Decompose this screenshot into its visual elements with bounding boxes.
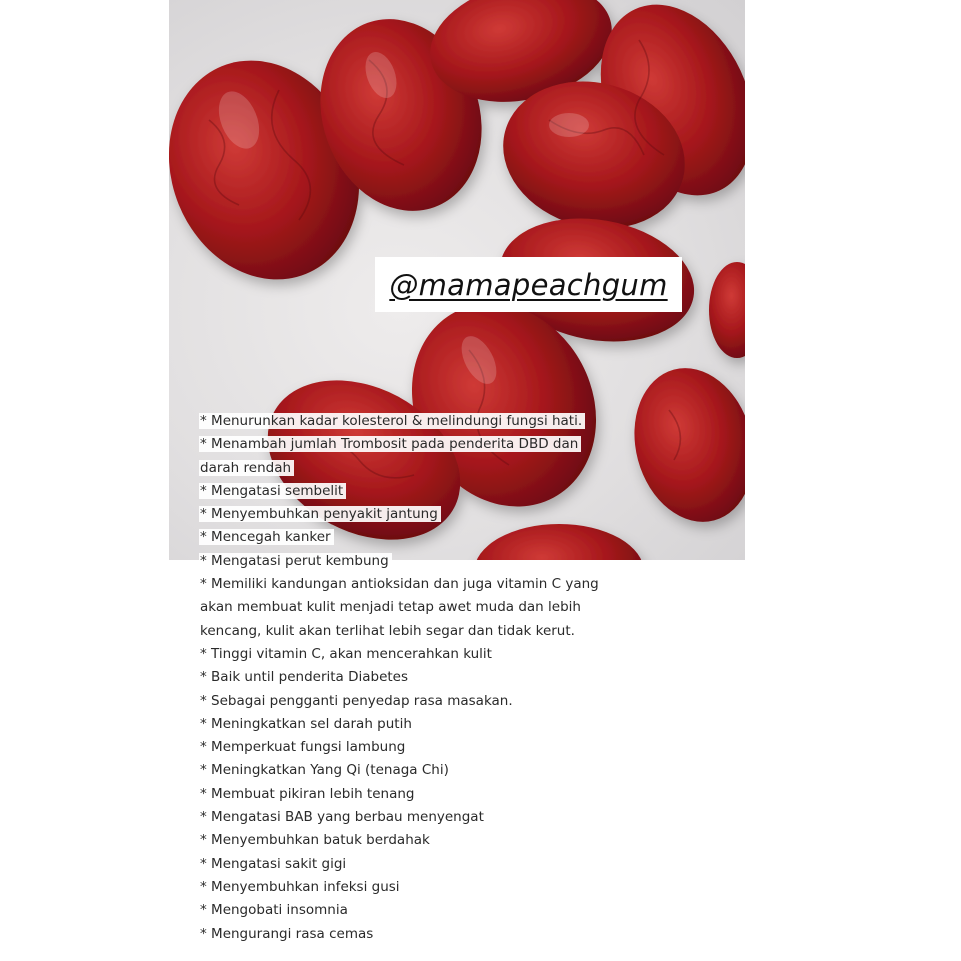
list-item: * Meningkatkan sel darah putih (199, 713, 669, 736)
list-item: * Tinggi vitamin C, akan mencerahkan kulit (199, 643, 669, 666)
list-item: * Mengatasi perut kembung (199, 550, 669, 573)
list-item: * Mengatasi sakit gigi (199, 853, 669, 876)
list-item: * Mencegah kanker (199, 526, 669, 549)
list-item: * Mengatasi BAB yang berbau menyengat (199, 806, 669, 829)
list-item: * Mengatasi sembelit (199, 480, 669, 503)
list-item: * Meningkatkan Yang Qi (tenaga Chi) (199, 759, 669, 782)
list-item: kencang, kulit akan terlihat lebih segar dan tidak kerut. (199, 620, 669, 643)
list-item: darah rendah (199, 457, 669, 480)
list-item: * Memperkuat fungsi lambung (199, 736, 669, 759)
list-item: * Menyembuhkan batuk berdahak (199, 829, 669, 852)
benefits-list (199, 410, 669, 946)
list-item: * Sebagai pengganti penyedap rasa masakan. (199, 690, 669, 713)
watermark-handle: @mamapeachgum (389, 267, 668, 302)
list-item: * Membuat pikiran lebih tenang (199, 783, 669, 806)
list-item: * Baik until penderita Diabetes (199, 666, 669, 689)
watermark-label (375, 257, 682, 312)
list-item: akan membuat kulit menjadi tetap awet muda dan lebih (199, 596, 669, 619)
list-item: * Mengurangi rasa cemas (199, 923, 669, 946)
list-item: * Memiliki kandungan antioksidan dan juga vitamin C yang (199, 573, 669, 596)
list-item: * Menurunkan kadar kolesterol & melindungi fungsi hati. (199, 410, 669, 433)
list-item: * Menyembuhkan penyakit jantung (199, 503, 669, 526)
list-item: * Menyembuhkan infeksi gusi (199, 876, 669, 899)
list-item: * Mengobati insomnia (199, 899, 669, 922)
list-item: * Menambah jumlah Trombosit pada penderita DBD dan (199, 433, 669, 456)
